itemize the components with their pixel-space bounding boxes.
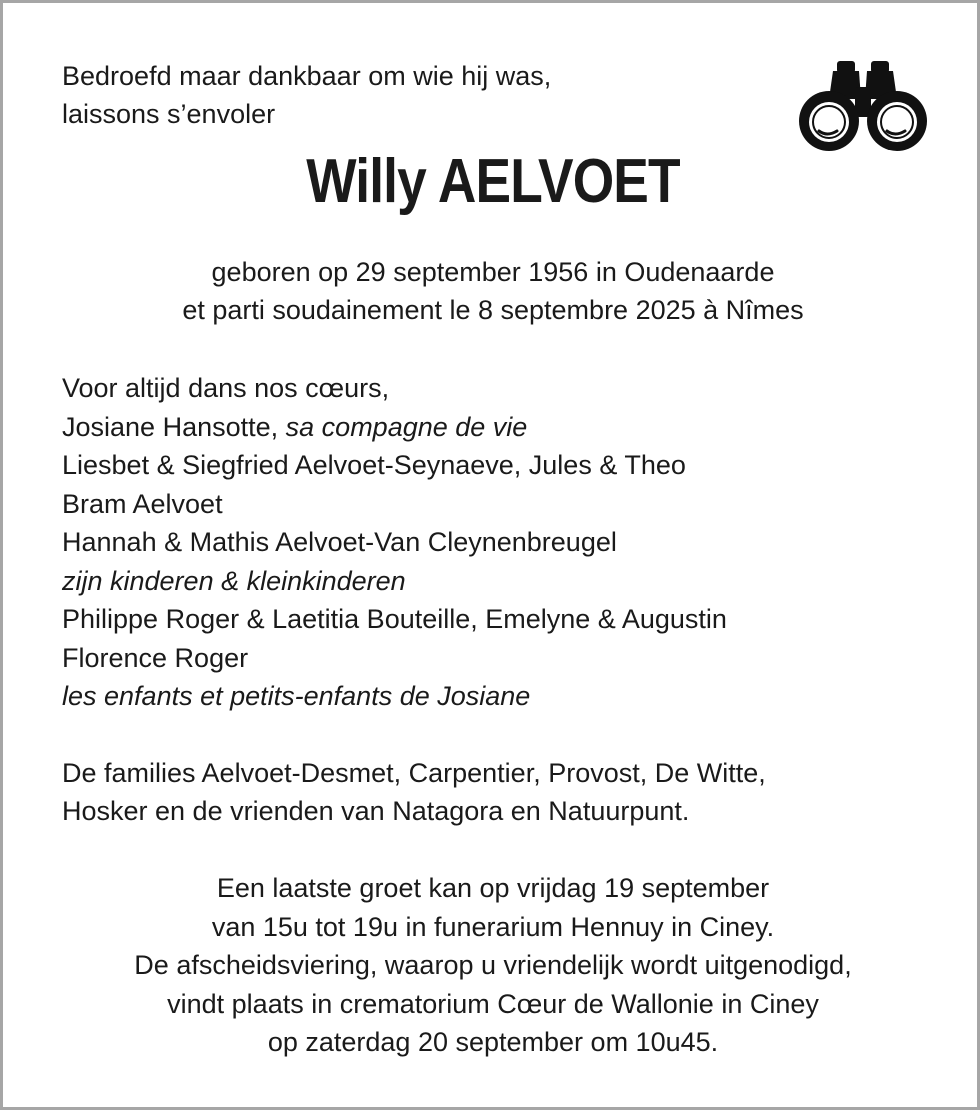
partner-children-role: les enfants et petits-enfants de Josiane [62,681,531,711]
partner-child-line: Florence Roger [62,642,249,673]
binoculars-icon [799,59,927,155]
family-opening: Voor altijd dans nos cœurs, [62,373,390,403]
service-details [3,869,980,1062]
intro-text [62,57,551,133]
service-line: vindt plaats in crematorium Cœur de Wallonie in Ciney [167,988,819,1019]
partner-role: sa compagne de vie [285,411,528,442]
life-dates [3,253,980,329]
service-line: op zaterdag 20 september om 10u45. [267,1027,719,1057]
service-line: van 15u tot 19u in funerarium Hennuy in Ciney. [211,911,775,942]
intro-line: laissons s’envoler [62,99,276,129]
partner-child-line: Philippe Roger & Laetitia Bouteille, Emelyne & Augustin [62,604,727,634]
service-line: Een laatste groet kan op vrijdag 19 september [216,873,770,903]
intro-line: Bedroefd maar dankbaar om wie hij was, [62,61,552,91]
deceased-name: Willy AELVOET [306,147,680,216]
child-line: Liesbet & Siegfried Aelvoet-Seynaeve, Jules & Theo [62,450,686,480]
extended-family-line: De families Aelvoet-Desmet, Carpentier, Provost, De Witte, [62,758,766,788]
children-role: zijn kinderen & kleinkinderen [62,565,406,596]
child-line: Bram Aelvoet [62,488,223,519]
partner-line [62,408,727,447]
extended-family-line: Hosker en de vrienden van Natagora en Natuurpunt. [62,796,690,826]
family-list [62,369,727,716]
child-line: Hannah & Mathis Aelvoet-Van Cleynenbreugel [62,527,617,557]
service-line: De afscheidsviering, waarop u vriendelijk wordt uitgenodigd, [134,950,852,980]
death-line: et parti soudainement le 8 septembre 2025 à Nîmes [182,295,804,325]
partner-name: Josiane Hansotte, [62,411,279,442]
extended-family [62,754,766,830]
birth-line: geboren op 29 september 1956 in Oudenaarde [211,257,775,287]
